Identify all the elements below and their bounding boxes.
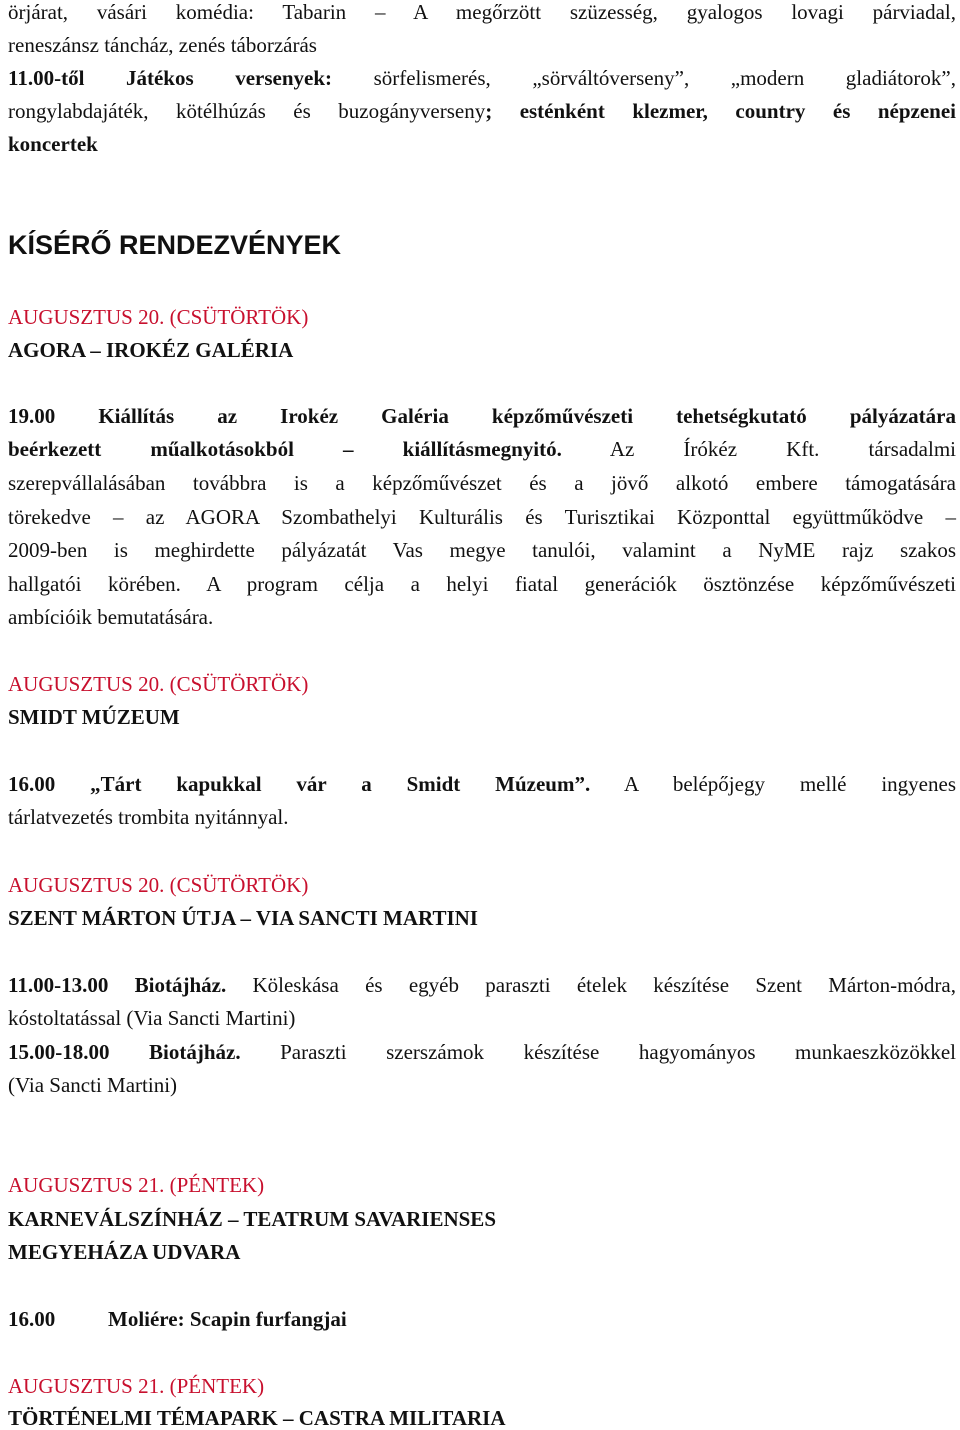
event-date: AUGUSZTUS 20. (CSÜTÖRTÖK)	[8, 672, 309, 696]
intro-concerts: ; esténként klezmer, country és népzenei	[485, 99, 957, 123]
event-title: Biotájház.	[134, 973, 227, 997]
event-line-2	[8, 437, 956, 461]
event-time: 16.00	[8, 772, 56, 796]
event-text: Paraszti szerszámok készítése hagyományos munkaeszközökkel	[280, 1040, 956, 1064]
event-text: Köleskása és egyéb paraszti ételek készítése Szent Márton-módra,	[252, 973, 956, 997]
intro-line-1: örjárat, vásári komédia: Tabarin – A megőrzött szüzesség, gyalogos lovagi párviadal,	[8, 0, 956, 24]
event-line-1: 19.00 Kiállítás az Irokéz Galéria képzőművészeti tehetségkutató pályázatára	[8, 404, 956, 428]
event-venue-2: MEGYEHÁZA UDVARA	[8, 1240, 241, 1264]
event-text: Az Írókéz Kft. társadalmi	[609, 437, 956, 461]
event-venue: SZENT MÁRTON ÚTJA – VIA SANCTI MARTINI	[8, 906, 478, 930]
section-title: KÍSÉRŐ RENDEZVÉNYEK	[8, 230, 342, 260]
event-title: Moliére: Scapin furfangjai	[108, 1307, 347, 1331]
event-time: 11.00-13.00	[8, 973, 109, 997]
event-venue: TÖRTÉNELMI TÉMAPARK – CASTRA MILITARIA	[8, 1406, 506, 1430]
event-title: Biotájház.	[149, 1040, 241, 1064]
event-venue: KARNEVÁLSZÍNHÁZ – TEATRUM SAVARIENSES	[8, 1207, 496, 1231]
event-date: AUGUSZTUS 21. (PÉNTEK)	[8, 1374, 265, 1398]
event-line-3	[8, 1040, 956, 1064]
event-time: 15.00-18.00	[8, 1040, 110, 1064]
event-line-2: tárlatvezetés trombita nyitánnyal.	[8, 805, 289, 829]
event-title: „Tárt kapukkal vár a Smidt Múzeum”.	[90, 772, 591, 796]
intro-line-5	[8, 132, 956, 156]
intro-games-list: sörfelismerés, „sörváltóverseny”, „modern gladiátorok”,	[373, 66, 956, 90]
event-date: AUGUSZTUS 20. (CSÜTÖRTÖK)	[8, 305, 309, 329]
intro-line-2: reneszánsz táncház, zenés táborzárás	[8, 33, 317, 57]
event-line-4: (Via Sancti Martini)	[8, 1073, 178, 1097]
event-date: AUGUSZTUS 20. (CSÜTÖRTÖK)	[8, 873, 309, 897]
event-line-1	[8, 973, 956, 997]
event-date: AUGUSZTUS 21. (PÉNTEK)	[8, 1173, 265, 1197]
event-line-1	[8, 1307, 956, 1331]
intro-games-cont: rongylabdajáték, kötélhúzás és buzogányverseny	[8, 99, 486, 123]
event-line-3: szerepvállalásában továbbra is a képzőművészet és a jövő alkotó embere támogatására	[8, 471, 956, 495]
event-time: 16.00	[8, 1307, 56, 1331]
event-line-7: ambícióik bemutatására.	[8, 605, 214, 629]
event-line-1	[8, 772, 956, 796]
event-line-4: törekedve – az AGORA Szombathelyi Kulturális és Turisztikai Központtal együttműködve –	[8, 505, 956, 529]
event-bold-text: beérkezett műalkotásokból – kiállításmegnyitó.	[8, 437, 562, 461]
event-venue: AGORA – IROKÉZ GALÉRIA	[8, 338, 294, 362]
intro-games-label: Játékos versenyek:	[125, 66, 333, 90]
event-line-5: 2009-ben is meghirdette pályázatát Vas megye tanulói, valamint a NyME rajz szakos	[8, 538, 956, 562]
event-text: A belépőjegy mellé ingyenes	[623, 772, 957, 796]
event-venue: SMIDT MÚZEUM	[8, 705, 180, 729]
intro-line-3	[8, 66, 956, 90]
intro-line-4	[8, 99, 956, 123]
intro-concerts-end: koncertek	[8, 132, 98, 156]
intro-time: 11.00-től	[8, 66, 85, 90]
event-line-2: kóstoltatással (Via Sancti Martini)	[8, 1006, 296, 1030]
event-line-6: hallgatói körében. A program célja a helyi fiatal generációk ösztönzése képzőművészeti	[8, 572, 956, 596]
